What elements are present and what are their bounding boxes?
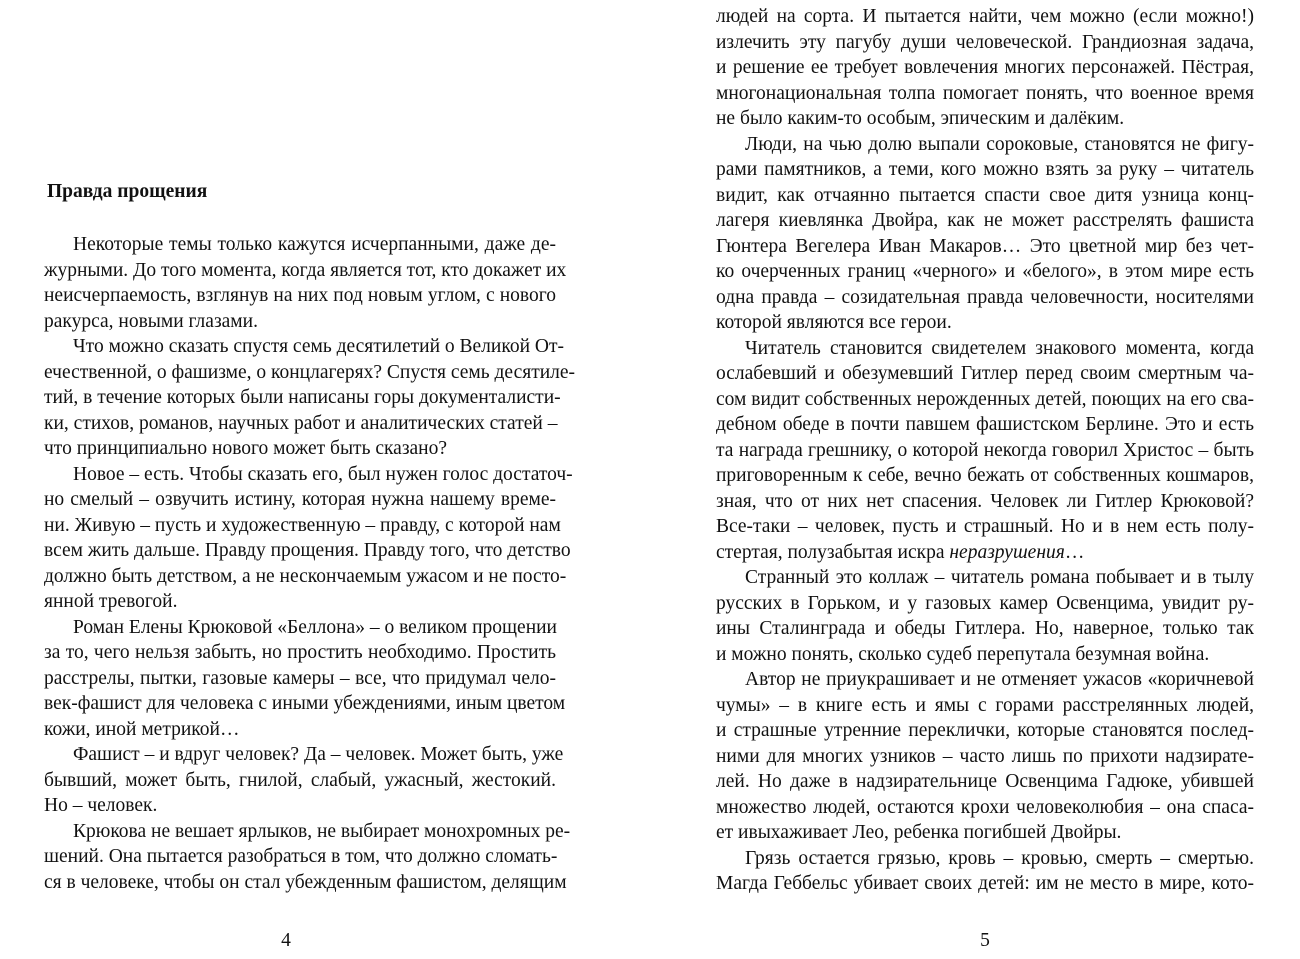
text-line: янной тревогой. xyxy=(44,591,178,612)
text-line: ко очерченных границ «черного» и «белого», в этом мире есть xyxy=(716,261,1254,282)
left-page-text xyxy=(44,232,576,895)
text-line: Странный это коллаж – читатель романа побывает и в тылу xyxy=(745,567,1254,588)
text-line: людей на сорта. И пытается найти, чем можно (если можно!) xyxy=(716,6,1254,27)
text-line: Что можно сказать спустя семь десятилетий о Великой От- xyxy=(73,336,564,357)
text-line: Фашист – и вдруг человек? Да – человек. Может быть, уже xyxy=(73,744,564,765)
text-line: век-фашист для человека с иными убеждениями, иным цветом xyxy=(44,693,566,714)
text-line: сом видит собственных нерожденных детей, поющих на его сва- xyxy=(716,388,1254,410)
text-line: Но – человек. xyxy=(44,795,158,816)
text-line: излечить эту пагубу души человеческой. Грандиозная задача, xyxy=(716,31,1254,53)
text-line: стертая, полузабытая искра неразрушения… xyxy=(716,541,1085,563)
text-line: расстрелы, пытки, газовые камеры – все, что придумал чело- xyxy=(44,667,556,689)
text-line: зная, что от них нет спасения. Человек ли Гитлер Крюковой? xyxy=(716,490,1254,512)
text-line: одна правда – созидательная правда человечности, носителями xyxy=(716,286,1254,308)
text-line: Грязь остается грязью, кровь – кровью, смерть – смертью. xyxy=(745,847,1254,869)
text-line: ины Сталинграда и обеды Гитлера. Но, наверное, только так xyxy=(716,618,1254,639)
text-line: Читатель становится свидетелем знакового момента, когда xyxy=(745,337,1254,359)
chapter-title: Правда прощения xyxy=(47,181,208,202)
text-line: и страшные утренние переклички, которые становятся послед- xyxy=(716,720,1254,741)
right-page-text xyxy=(716,4,1254,897)
text-line: которой являются все герои. xyxy=(716,312,952,333)
text-line: журными. До того момента, когда является тот, кто докажет их xyxy=(44,259,567,281)
text-line: ечественной, о фашизме, о концлагерях? Спустя семь десятиле- xyxy=(44,361,576,383)
text-line: Крюкова не вешает ярлыков, не выбирает монохромных ре- xyxy=(73,820,571,842)
page-number-right: 5 xyxy=(980,930,990,951)
text-line: Автор не приукрашивает и не отменяет ужасов «коричневой xyxy=(745,669,1254,690)
text-line: ракурса, новыми глазами. xyxy=(44,310,258,332)
text-line: множество людей, остаются крохи человеколюбия – она спаса- xyxy=(716,796,1254,818)
text-line: дебном обеде в почти павшем фашистском Берлине. Это и есть xyxy=(716,414,1254,435)
page-number-left: 4 xyxy=(281,930,291,951)
text-line: кожи, иной метрикой… xyxy=(44,718,240,740)
text-line: что принципиально нового может быть сказано? xyxy=(44,438,448,459)
text-line: Роман Елены Крюковой «Беллона» – о великом прощении xyxy=(73,616,557,638)
text-line: Все-таки – человек, пусть и страшный. Но и в нем есть полу- xyxy=(716,516,1254,537)
left-page xyxy=(44,0,576,959)
text-line: Новое – есть. Чтобы сказать его, был нужен голос достаточ- xyxy=(73,463,573,485)
text-line: лей. Но даже в надзирательнице Освенцима Гадюке, убившей xyxy=(716,771,1254,792)
text-line: и решение ее требует вовлечения многих персонажей. Пёстрая, xyxy=(716,57,1254,78)
text-line: рами памятников, а теми, кого можно взять за руку – читатель xyxy=(716,159,1254,180)
text-line: русских в Горьком, и у газовых камер Освенцима, увидит ру- xyxy=(716,592,1254,614)
text-line: Некоторые темы только кажутся исчерпанными, даже де- xyxy=(73,234,556,255)
text-line: ни. Живую – пусть и художественную – правду, с которой нам xyxy=(44,514,561,536)
text-line: Люди, на чью долю выпали сороковые, становятся не фигу- xyxy=(745,133,1254,155)
text-line: Магда Геббельс убивает своих детей: им не место в мире, кото- xyxy=(716,873,1254,894)
text-line: та награда грешнику, о которой некогда говорил Христос – быть xyxy=(716,439,1254,461)
text-line: и можно понять, сколько судеб перепутала безумная война. xyxy=(716,643,1210,665)
text-line: не было каким-то особым, эпическим и далёким. xyxy=(716,108,1125,129)
text-line: ся в человеке, чтобы он стал убежденным фашистом, делящим xyxy=(44,871,567,893)
text-line: всем жить дальше. Правду прощения. Правду того, что детство xyxy=(44,540,571,561)
text-line: неисчерпаемость, взглянув на них под новым углом, с нового xyxy=(44,285,556,306)
text-line: бывший, может быть, гнилой, слабый, ужасный, жестокий. xyxy=(44,769,556,791)
text-line: ки, стихов, романов, научных работ и аналитических статей – xyxy=(44,412,558,434)
text-line: Гюнтера Вегелера Иван Макаров… Это цветной мир без чет- xyxy=(716,235,1254,257)
text-line: многонациональная толпа помогает понять, что военное время xyxy=(716,82,1254,104)
right-page xyxy=(716,0,1254,959)
text-line: ослабевший и обезумевший Гитлер перед своим смертным ча- xyxy=(716,363,1254,384)
text-line: ними для многих узников – часто лишь по прихоти надзирате- xyxy=(716,745,1254,767)
text-line: тий, в течение которых были написаны горы документалисти- xyxy=(44,387,561,408)
text-line: приговоренным к себе, вечно бежать от собственных кошмаров, xyxy=(716,465,1254,486)
text-line: видит, как отчаянно пытается спасти свое дитя узница конц- xyxy=(716,184,1254,206)
text-line: шений. Она пытается разобраться в том, что должно сломать- xyxy=(44,846,558,867)
text-line: но смелый – озвучить истину, которая нужна нашему време- xyxy=(44,489,556,510)
text-line: за то, чего нельзя забыть, но простить необходимо. Простить xyxy=(44,642,556,663)
text-line: чумы» – в книге есть и ямы с горами расстрелянных людей, xyxy=(716,694,1254,716)
text-line: лагеря киевлянка Двойра, как не может расстрелять фашиста xyxy=(716,210,1254,231)
text-line: ет ивыхаживает Лео, ребенка погибшей Двойры. xyxy=(716,822,1122,843)
text-line: должно быть детством, а не нескончаемым ужасом и не посто- xyxy=(44,565,567,587)
